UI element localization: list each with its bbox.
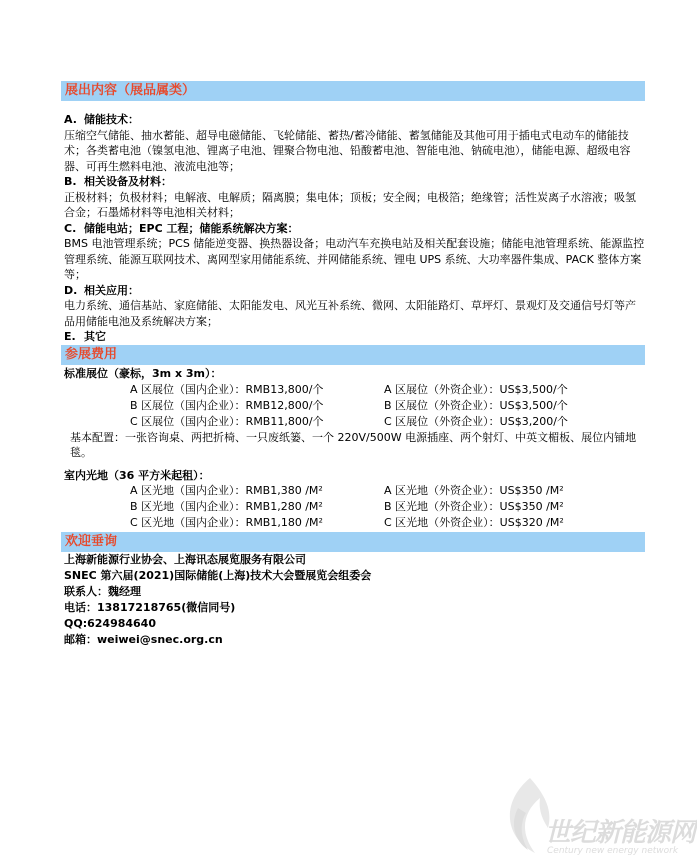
fee-domestic: A 区光地（国内企业）：RMB1,380 /M² bbox=[130, 484, 323, 497]
fee-foreign: B 区展位（外资企业）：US$3,500/个 bbox=[384, 398, 568, 412]
qq-line: QQ:624984640 bbox=[64, 617, 156, 630]
fee-row bbox=[64, 499, 646, 515]
fee-foreign: A 区展位（外资企业）：US$3,500/个 bbox=[384, 382, 568, 396]
item-body: 电力系统、通信基站、家庭储能、太阳能发电、风光互补系统、微网、太阳能路灯、草坪灯、景观灯及交通信号灯等产品用储能电池及系统解决方案； bbox=[64, 299, 636, 328]
item-letter: D. bbox=[64, 283, 78, 297]
exhibit-items bbox=[64, 112, 646, 345]
contact-block bbox=[64, 552, 646, 648]
watermark-subtext: Century new energy network bbox=[547, 846, 679, 856]
item-letter: C. bbox=[64, 221, 77, 235]
exhibit-item-b bbox=[64, 174, 646, 221]
fee-foreign: C 区光地（外资企业）：US$320 /M² bbox=[384, 516, 564, 529]
exhibit-item-c bbox=[64, 221, 646, 283]
item-letter: A. bbox=[64, 113, 77, 126]
fee-foreign: A 区光地（外资企业）：US$350 /M² bbox=[384, 484, 564, 497]
item-title: 储能技术： bbox=[84, 113, 139, 126]
fee-foreign: B 区光地（外资企业）：US$350 /M² bbox=[384, 500, 564, 513]
exhibit-section-header: 展出内容（展品属类） bbox=[61, 81, 645, 101]
exhibit-item-a bbox=[64, 112, 646, 174]
fee-foreign: C 区展位（外资企业）：US$3,200/个 bbox=[384, 414, 568, 428]
fee-domestic: C 区光地（国内企业）：RMB1,180 /M² bbox=[130, 516, 323, 529]
watermark-text: 世纪新能源网 bbox=[545, 818, 696, 848]
fee-domestic: C 区展位（国内企业）：RMB11,800/个 bbox=[130, 414, 324, 428]
contact-person: 联系人：魏经理 bbox=[64, 585, 141, 598]
fee-domestic: B 区光地（国内企业）：RMB1,280 /M² bbox=[130, 500, 323, 513]
committee-line: SNEC 第六届(2021)国际储能(上海)技术大会暨展览会组委会 bbox=[64, 569, 372, 582]
item-letter: B. bbox=[64, 175, 77, 188]
fees-section-header: 参展费用 bbox=[61, 345, 645, 365]
basic-config: 基本配置：一张咨询桌、两把折椅、一只废纸篓、一个 220V/500W 电源插座、两个射灯、中英文楣板、展位内铺地毯。 bbox=[70, 430, 637, 459]
fees-block bbox=[64, 366, 646, 531]
fee-row bbox=[64, 515, 646, 531]
contact-section-header: 欢迎垂询 bbox=[61, 532, 645, 552]
fee-row bbox=[64, 382, 646, 398]
email-line: 邮箱：weiwei@snec.org.cn bbox=[64, 633, 223, 646]
fee-row bbox=[64, 398, 646, 414]
item-title: 其它 bbox=[84, 330, 106, 343]
standard-booth-title: 标准展位（豪标，3m x 3m）： bbox=[64, 367, 222, 380]
fee-row bbox=[64, 414, 646, 430]
item-title: 相关应用： bbox=[84, 283, 139, 297]
fee-row bbox=[64, 483, 646, 499]
phone-line: 电话：13817218765(微信同号) bbox=[64, 601, 236, 614]
item-letter: E. bbox=[64, 330, 76, 343]
exhibit-item-e bbox=[64, 329, 646, 345]
exhibit-item-d bbox=[64, 283, 646, 330]
indoor-space-title: 室内光地（36 平方米起租）： bbox=[64, 468, 210, 482]
item-body: BMS 电池管理系统；PCS 储能逆变器、换热器设备；电动汽车充换电站及相关配套设施；储能电池管理系统、能源监控管理系统、能源互联网技术、离网型家用储能系统、并网储能系统、锂电 UPS 系统、大功率器件集成、PACK 整体方案等； bbox=[64, 237, 645, 281]
item-title: 相关设备及材料： bbox=[84, 175, 172, 188]
fee-domestic: B 区展位（国内企业）：RMB12,800/个 bbox=[130, 398, 324, 412]
item-title: 储能电站；EPC 工程；储能系统解决方案： bbox=[84, 221, 299, 235]
item-body: 正极材料；负极材料；电解液、电解质；隔离膜；集电体；顶板；安全阀；电极箔；绝缘管；活性炭离子水溶液；吸氢合金；石墨烯材料等电池相关材料； bbox=[64, 190, 636, 219]
item-body: 压缩空气储能、抽水蓄能、超导电磁储能、飞轮储能、蓄热/蓄冷储能、蓄氢储能及其他可用于插电式电动车的储能技术；各类蓄电池（镍氢电池、锂离子电池、锂聚合物电池、铅酸蓄电池、智能电池、钠硫电池），储能电源、超级电容器、可再生燃料电池、液流电池等； bbox=[64, 128, 631, 173]
organizer-line: 上海新能源行业协会、上海讯态展览服务有限公司 bbox=[64, 553, 306, 566]
fee-domestic: A 区展位（国内企业）：RMB13,800/个 bbox=[130, 382, 324, 396]
